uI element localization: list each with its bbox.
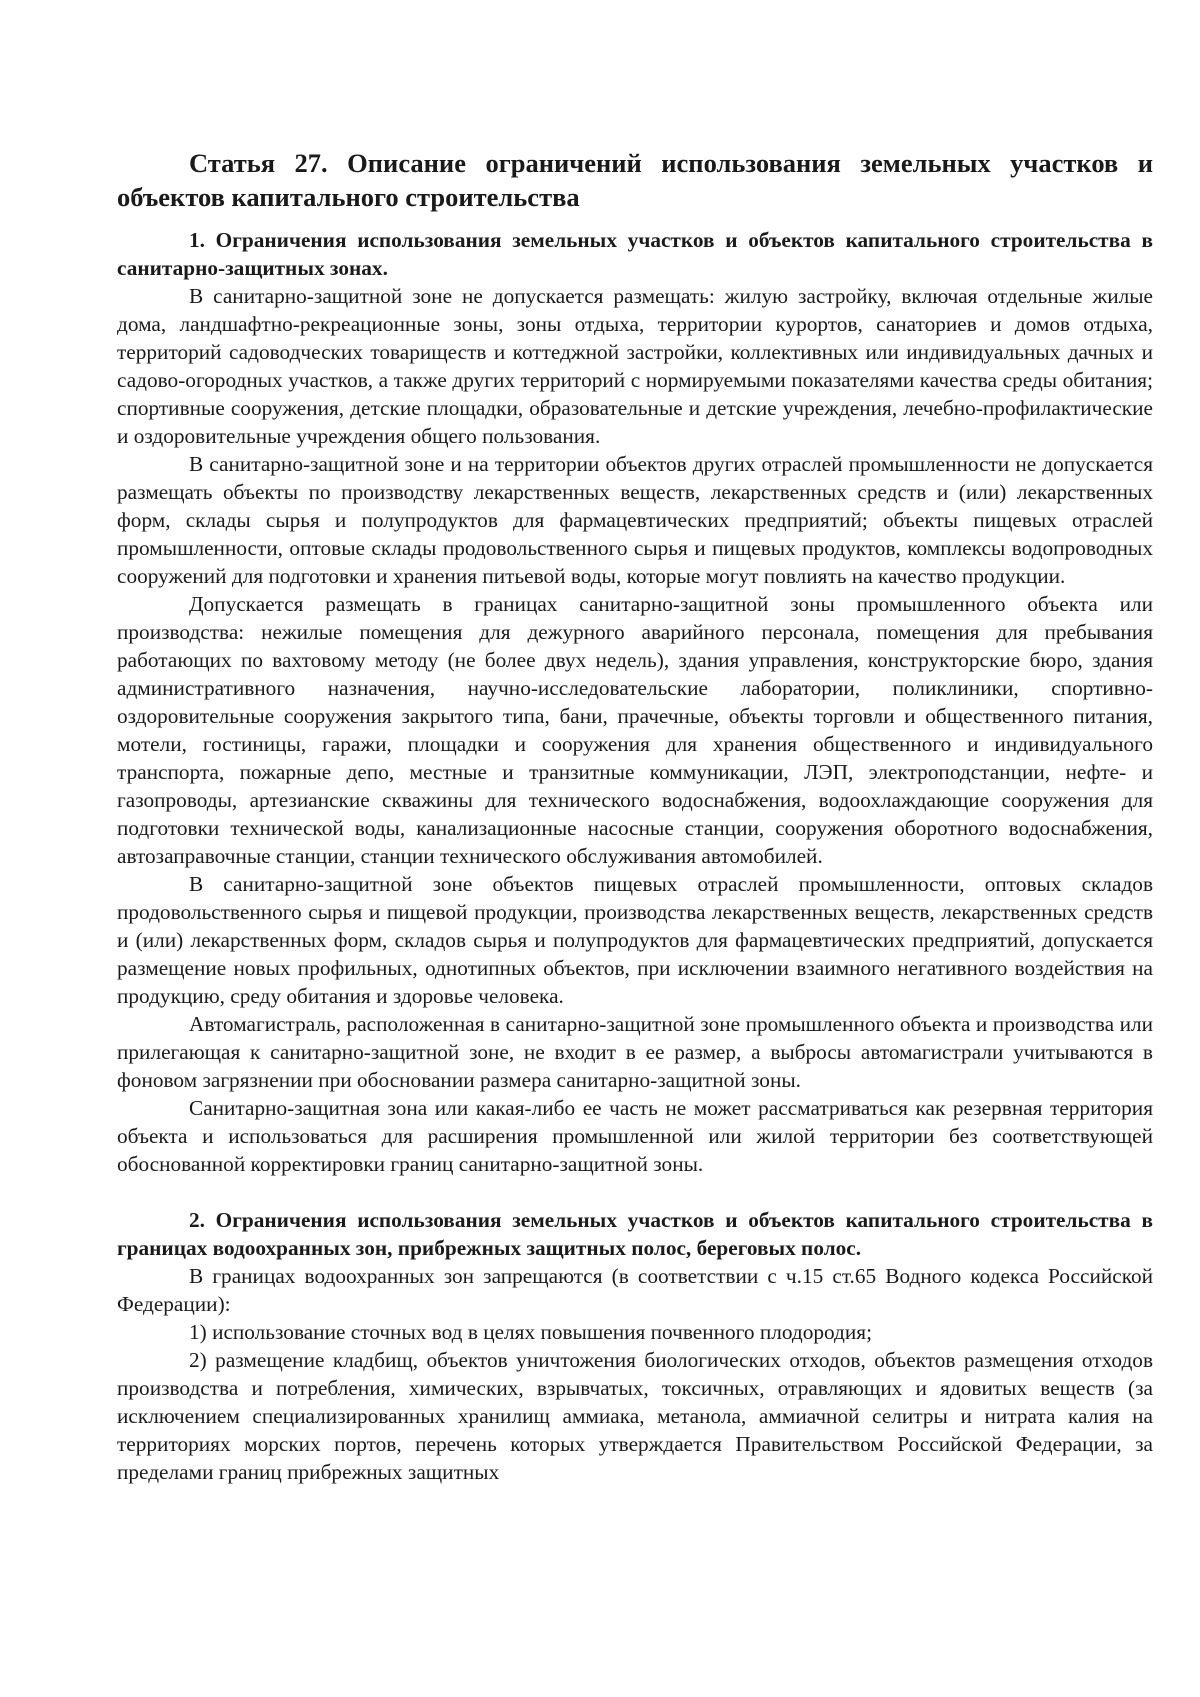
section-1-paragraph: Допускается размещать в границах санитарно-защитной зоны промышленного объекта или производства: нежилые помещения для дежурного аварийного персонала, помещения для пребывания работающих по вахтовому методу (не более двух недель), здания управления, конструкторские бюро, здания административного назначения, научно-исследовательские лаборатории, поликлиники, спортивно-оздоровительные сооружения закрытого типа, бани, прачечные, объекты торговли и общественного питания, мотели, гостиницы, гаражи, площадки и сооружения для хранения общественного и индивидуального транспорта, пожарные депо, местные и транзитные коммуникации, ЛЭП, электроподстанции, нефте- и газопроводы, артезианские скважины для технического водоснабжения, водоохлаждающие сооружения для подготовки технической воды, канализационные насосные станции, сооружения оборотного водоснабжения, автозаправочные станции, станции технического обслуживания автомобилей. xyxy=(117,592,1153,868)
section-2 xyxy=(117,1206,1153,1486)
section-1-heading: 1. Ограничения использования земельных участков и объектов капитального строительства в санитарно-защитных зонах. xyxy=(117,228,1153,280)
section-1-paragraph: В санитарно-защитной зоне и на территории объектов других отраслей промышленности не допускается размещать объекты по производству лекарственных веществ, лекарственных средств и (или) лекарственных форм, склады сырья и полупродуктов для фармацевтических предприятий; объекты пищевых отраслей промышленности, оптовые склады продовольственного сырья и пищевых продуктов, комплексы водопроводных сооружений для подготовки и хранения питьевой воды, которые могут повлиять на качество продукции. xyxy=(117,452,1153,588)
article-title: Статья 27. Описание ограничений использования земельных участков и объектов капитального строительства xyxy=(117,148,1153,212)
section-2-paragraph: В границах водоохранных зон запрещаются (в соответствии с ч.15 ст.65 Водного кодекса Российской Федерации): xyxy=(117,1264,1153,1316)
section-1-paragraph: В санитарно-защитной зоне объектов пищевых отраслей промышленности, оптовых складов продовольственного сырья и пищевой продукции, производства лекарственных веществ, лекарственных средств и (или) лекарственных форм, складов сырья и полупродуктов для фармацевтических предприятий, допускается размещение новых профильных, однотипных объектов, при исключении взаимного негативного воздействия на продукцию, среду обитания и здоровье человека. xyxy=(117,872,1153,1008)
section-spacer xyxy=(117,1178,1153,1206)
section-1-paragraph: В санитарно-защитной зоне не допускается размещать: жилую застройку, включая отдельные жилые дома, ландшафтно-рекреационные зоны, зоны отдыха, территории курортов, санаториев и домов отдыха, территорий садоводческих товариществ и коттеджной застройки, коллективных или индивидуальных дачных и садово-огородных участков, а также других территорий с нормируемыми показателями качества среды обитания; спортивные сооружения, детские площадки, образовательные и детские учреждения, лечебно-профилактические и оздоровительные учреждения общего пользования. xyxy=(117,284,1153,448)
document-page xyxy=(117,146,1153,1486)
section-2-list-item: 1) использование сточных вод в целях повышения почвенного плодородия; xyxy=(189,1320,873,1344)
section-2-list-item: 2) размещение кладбищ, объектов уничтожения биологических отходов, объектов размещения отходов производства и потребления, химических, взрывчатых, токсичных, отравляющих и ядовитых веществ (за исключением специализированных хранилищ аммиака, метанола, аммиачной селитры и нитрата калия на территориях морских портов, перечень которых утверждается Правительством Российской Федерации, за пределами границ прибрежных защитных xyxy=(117,1348,1153,1484)
section-2-heading: 2. Ограничения использования земельных участков и объектов капитального строительства в границах водоохранных зон, прибрежных защитных полос, береговых полос. xyxy=(117,1208,1153,1260)
section-1-paragraph: Санитарно-защитная зона или какая-либо ее часть не может рассматриваться как резервная территория объекта и использоваться для расширения промышленной или жилой территории без соответствующей обоснованной корректировки границ санитарно-защитной зоны. xyxy=(117,1096,1153,1176)
section-1 xyxy=(117,226,1153,1178)
section-1-paragraph: Автомагистраль, расположенная в санитарно-защитной зоне промышленного объекта и производства или прилегающая к санитарно-защитной зоне, не входит в ее размер, а выбросы автомагистрали учитываются в фоновом загрязнении при обосновании размера санитарно-защитной зоны. xyxy=(117,1012,1153,1092)
